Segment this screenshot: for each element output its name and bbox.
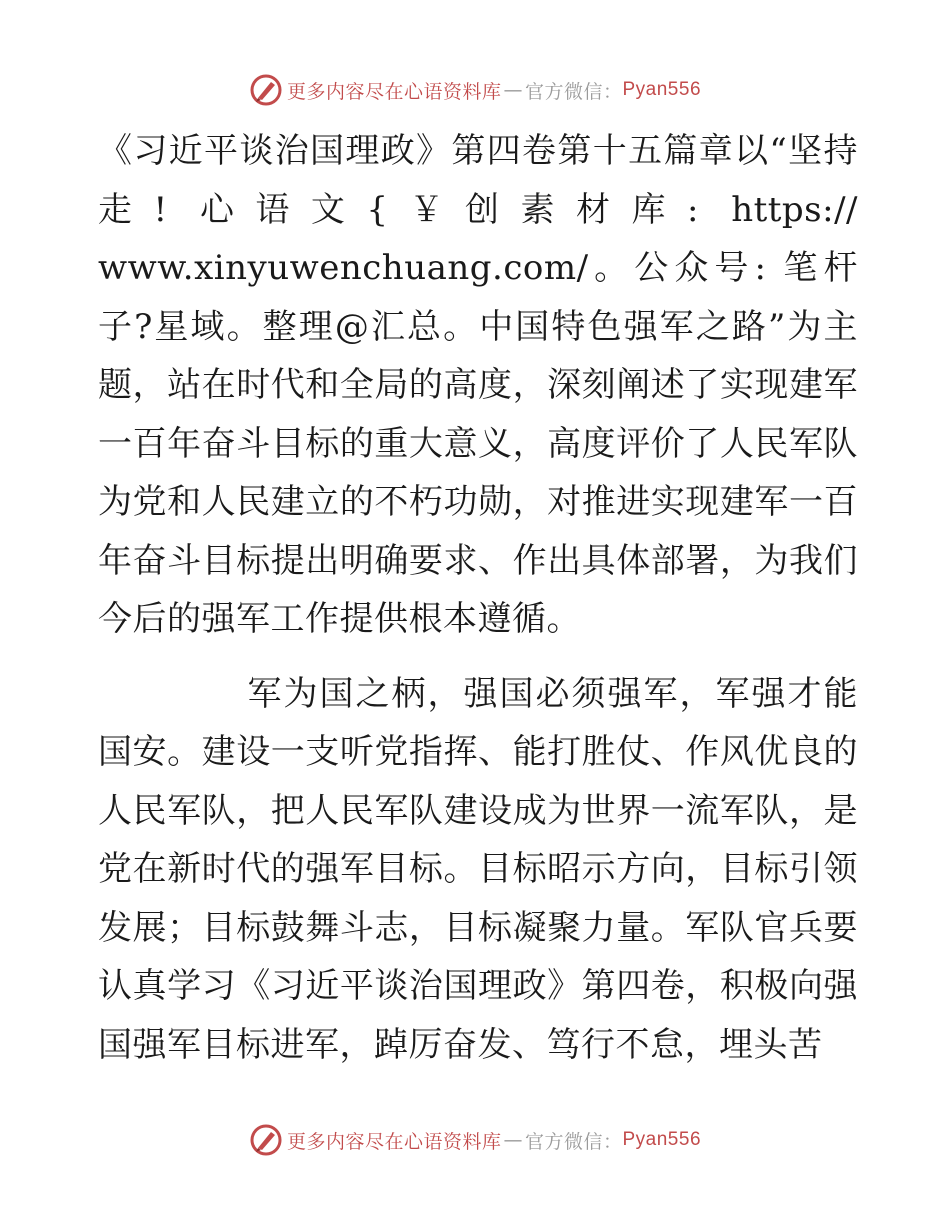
paragraph-2: [98, 665, 858, 1075]
watermark-separator: —: [503, 1129, 523, 1151]
document-body: [98, 122, 858, 1074]
watermark-site-text: 更多内容尽在心语资料库: [286, 1130, 502, 1153]
watermark-wechat-label: 官方微信：: [524, 80, 623, 103]
footer-watermark: [0, 1120, 950, 1160]
paragraph-1: [98, 122, 858, 649]
paragraph-2-text: 军为国之柄，强国必须强军，军强才能国安。建设一支听党指挥、能打胜仗、作风优良的人民军队，把人民军队建设成为世界一流军队，是党在新时代的强军目标。目标昭示方向，目标引领发展；目标鼓舞斗志，目标凝聚力量。军队官兵要认真学习《习近平谈治国理政》第四卷，积极向强国强军目标进军，踔厉奋发、笃行不怠，埋头苦: [98, 673, 858, 1065]
pen-logo-icon: [249, 73, 283, 107]
watermark-wechat-id: Pyan556: [622, 79, 702, 100]
watermark-separator: —: [503, 79, 523, 101]
watermark-site-text: 更多内容尽在心语资料库: [286, 80, 502, 103]
watermark-wechat-label: 官方微信：: [524, 1130, 623, 1153]
watermark-wechat-id: Pyan556: [622, 1129, 702, 1150]
pen-logo-icon: [249, 1123, 283, 1157]
paragraph-1-text: 《习近平谈治国理政》第四卷第十五篇章以“坚持走! 心语文{￥创素材库: https:// www.xinyuwenchuang.com/。公众号: 笔杆子?星域。整理@汇总。中国特色强军之路”为主题，站在时代和全局的高度，深刻阐述了实现建军一百年奋斗目标的重大意义，高度评价了人民军队为党和人民建立的不朽功勋，对推进实现建军一百年奋斗目标提出明确要求、作出具体部署，为我们今后的强军工作提供根本遵循。: [98, 131, 858, 639]
header-watermark: [0, 70, 950, 110]
